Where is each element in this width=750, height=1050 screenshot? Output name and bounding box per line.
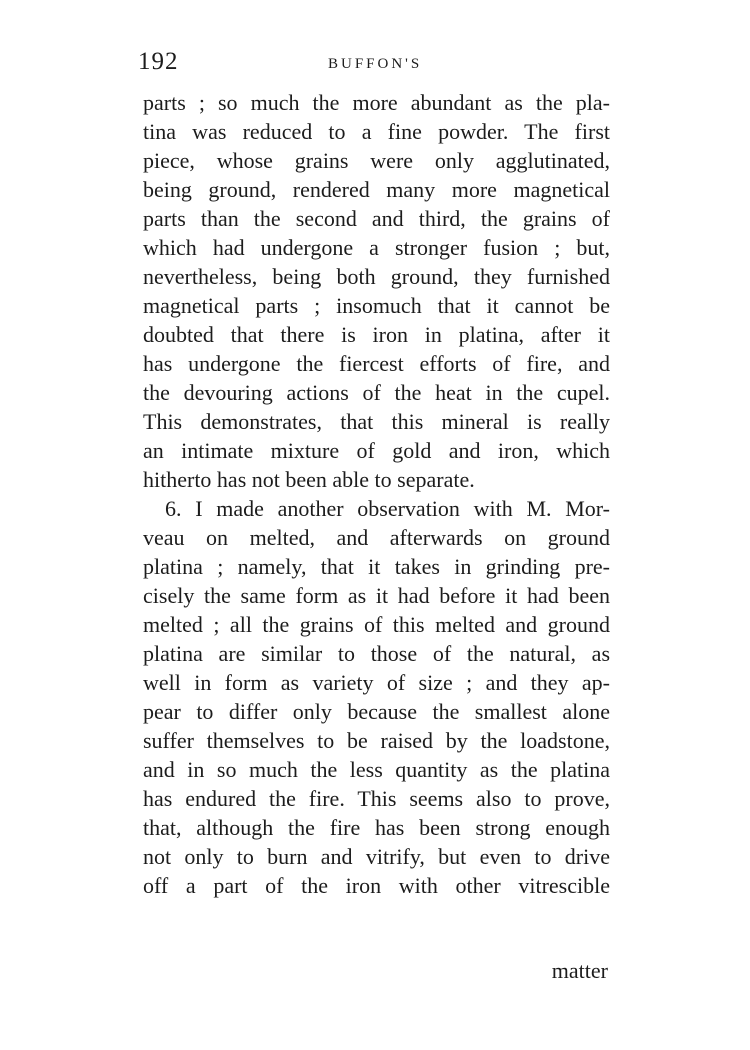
text-line: pear to differ only because the smallest alone	[143, 699, 610, 724]
catchword: matter	[551, 958, 608, 983]
text-line: platina are similar to those of the natural, as	[143, 641, 610, 666]
page-number: 192	[138, 48, 179, 75]
text-line: This demonstrates, that this mineral is really	[143, 409, 610, 434]
text-line: hitherto has not been able to separate.	[143, 467, 475, 492]
text-line: off a part of the iron with other vitrescible	[143, 873, 610, 898]
text-line: 6. I made another observation with M. Mor-	[165, 496, 610, 521]
text-line: which had undergone a stronger fusion ; but,	[143, 235, 610, 260]
text-line: cisely the same form as it had before it had been	[143, 583, 610, 608]
text-line: and in so much the less quantity as the platina	[143, 757, 610, 782]
body-text	[143, 88, 610, 900]
text-line: well in form as variety of size ; and they ap-	[143, 670, 610, 695]
text-line: veau on melted, and afterwards on ground	[143, 525, 610, 550]
text-line: being ground, rendered many more magnetical	[143, 177, 610, 202]
text-line: doubted that there is iron in platina, after it	[143, 322, 610, 347]
text-line: parts ; so much the more abundant as the pla-	[143, 90, 610, 115]
text-line: has endured the fire. This seems also to prove,	[143, 786, 610, 811]
paragraph	[143, 88, 610, 494]
text-line: platina ; namely, that it takes in grinding pre-	[143, 554, 610, 579]
text-line: the devouring actions of the heat in the cupel.	[143, 380, 610, 405]
page-header	[138, 44, 608, 84]
text-line: not only to burn and vitrify, but even to drive	[143, 844, 610, 869]
text-line: melted ; all the grains of this melted and ground	[143, 612, 610, 637]
text-line: that, although the fire has been strong enough	[143, 815, 610, 840]
paragraph	[143, 494, 610, 900]
text-line: nevertheless, being both ground, they furnished	[143, 264, 610, 289]
text-line: tina was reduced to a fine powder. The first	[143, 119, 610, 144]
text-line: has undergone the fiercest efforts of fire, and	[143, 351, 610, 376]
running-head: BUFFON'S	[328, 56, 423, 72]
text-line: magnetical parts ; insomuch that it cannot be	[143, 293, 610, 318]
text-line: an intimate mixture of gold and iron, which	[143, 438, 610, 463]
text-line: piece, whose grains were only agglutinated,	[143, 148, 610, 173]
text-line: parts than the second and third, the grains of	[143, 206, 610, 231]
text-line: suffer themselves to be raised by the loadstone,	[143, 728, 610, 753]
